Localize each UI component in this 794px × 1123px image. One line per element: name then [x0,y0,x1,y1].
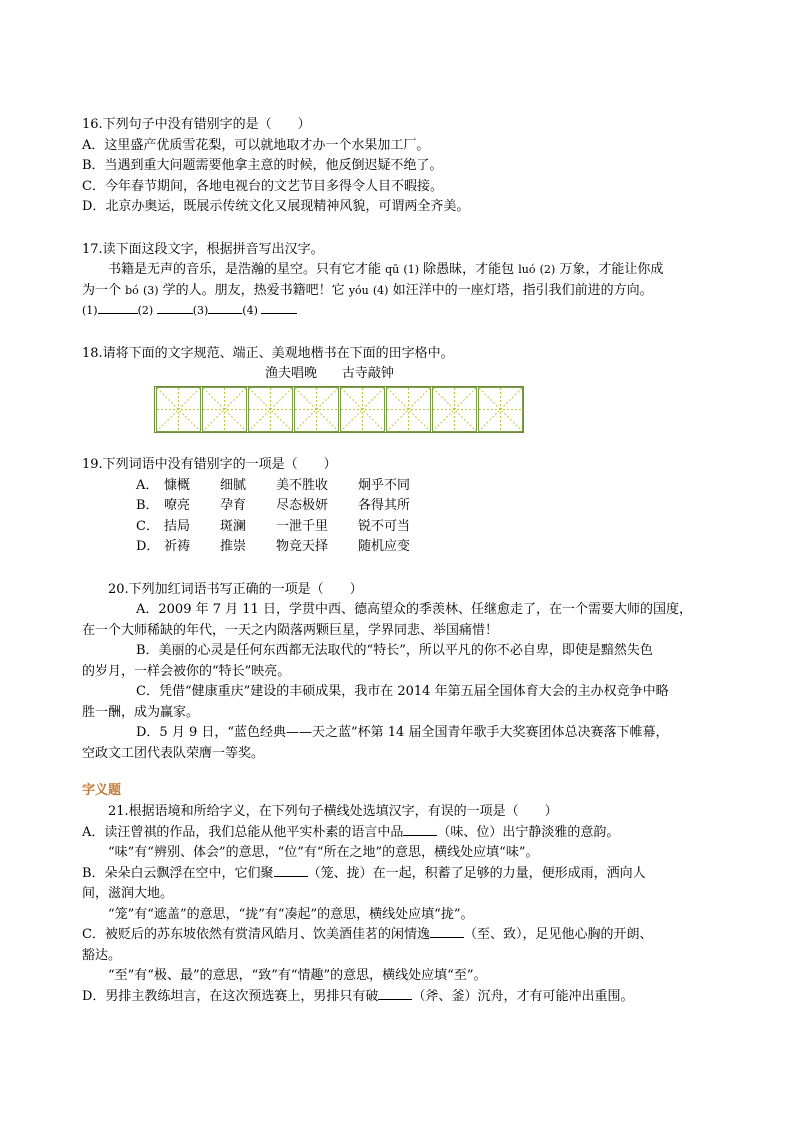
question-19 [82,455,722,558]
question-20 [82,580,722,765]
fill-blank-c[interactable] [430,925,464,938]
question-20-option-c-line-1: C．凭借“健康重庆”建设的丰硕成果，我市在 2014 年第五届全国体育大会的主办权竞争中略 [136,684,669,699]
question-20-option-d-line-1: D．5 月 9 日，“蓝色经典——天之蓝”杯第 14 届全国青年歌手大奖赛团体总决赛落下帷幕， [136,725,669,740]
fill-blank-d[interactable] [378,987,412,1000]
question-21 [82,802,722,1007]
question-16-option-c: C．今年春节期间，各地电视台的文艺节目多得令人目不暇接。 [82,178,443,194]
question-19-option-c: C． 拮局 斑澜 一泄千里 锐不可当 [136,518,411,534]
question-21-option-b-line-3: “笼”有“遮盖”的意思，“拢”有“凑起”的意思，横线处应填“拢”。 [108,906,474,922]
question-20-option-d-line-2: 空政文工团代表队荣膺一等奖。 [82,745,265,761]
question-20-option-b-line-1: B．美丽的心灵是任何东西都无法取代的“特长”，所以平凡的你不必自卑，即使是黯然失色 [136,643,653,658]
question-16-option-b: B．当遇到重大问题需要他拿主意的时候，他反倒迟疑不绝了。 [82,158,443,173]
question-21-option-c-line-1: C．被贬后的苏东坡依然有赏清风皓月、饮美酒佳茗的闲情逸 （至、致），足见他心胸的开朗、 [82,927,653,942]
question-21-option-d-line-1: D．男排主教练坦言，在这次预选赛上，男排只有破 （斧、釜）沉舟，才有可能冲出重围。 [82,988,634,1004]
question-18-stem: 18.请将下面的文字规范、端正、美观地楷书在下面的田字格中。 [82,345,454,361]
question-17-answer-line: (1) (2) (3) (4) [82,301,722,322]
question-21-option-a-line-2: “味”有“辨别、体会”的意思，“位”有“所在之地”的意思，横线处应填“味”。 [108,845,539,860]
question-17-passage-line-1: 书籍是无声的音乐，是浩瀚的星空。只有它才能 qū (1) 除愚昧，才能包 luó (2) 万象，才能让你成 [108,262,664,277]
question-16-option-d: D．北京办奥运，既展示传统文化又展现精神风貌，可谓两全齐美。 [82,199,470,214]
question-21-option-c-line-3: “至”有“极、最”的意思，“致”有“情趣”的意思，横线处应填“至”。 [108,968,487,983]
question-21-stem: 21.根据语境和所给字义，在下列句子横线处选填汉字，有误的一项是（ ） [108,804,558,819]
question-20-option-a-line-1: A．2009 年 7 月 11 日，学贯中西、德高望众的季羡林、任继愈走了，在一个需要大师的国度， [136,602,692,617]
question-17-stem: 17.读下面这段文字，根据拼音写出汉字。 [82,241,324,257]
tian-zi-cell[interactable] [340,387,385,432]
question-21-option-c-line-2: 豁达。 [82,947,122,963]
phrase-2: 古寺敲钟 [341,366,394,381]
tian-zi-cell[interactable] [478,387,523,432]
tian-zi-cell[interactable] [202,387,247,432]
pinyin-you: yóu [348,283,369,297]
question-16-stem: 16.下列句子中没有错别字的是（ ） [82,117,311,132]
tian-zi-guide-lines [295,388,338,431]
question-21-option-b-line-1: B．朵朵白云飘浮在空中，它们聚 （笼、拢）在一起，积蓄了足够的力量，便形成雨，洒向人 [82,865,646,881]
answer-blank-2[interactable] [157,301,193,314]
tian-zi-cell[interactable] [432,387,477,432]
tian-zi-guide-lines [479,388,522,431]
tian-zi-grid [154,386,524,433]
document-page [82,115,722,1007]
pinyin-qu: qū [385,263,400,276]
question-17 [82,240,722,322]
question-19-option-b: B． 嘹亮 孕育 尽态极妍 各得其所 [136,498,411,513]
tian-zi-guide-lines [203,388,246,431]
fill-blank-b[interactable] [274,864,308,877]
answer-blank-1[interactable] [98,301,138,314]
question-21-option-a-line-1: A．读汪曾祺的作品，我们总能从他平实朴素的语言中品 （味、位）出宁静淡雅的意韵。 [82,824,620,840]
question-18-phrases [82,364,722,384]
tian-zi-guide-lines [157,388,200,431]
answer-blank-3[interactable] [208,301,242,314]
question-20-option-b-line-2: 的岁月，一样会被你的“特长”映亮。 [82,663,291,679]
tian-zi-cell[interactable] [156,387,201,432]
pinyin-bo: bó [125,283,139,297]
fill-blank-a[interactable] [403,823,437,836]
question-19-option-d: D． 祈祷 推崇 物竞天择 随机应变 [136,539,411,554]
question-16 [82,115,722,218]
question-19-option-a: A． 慷概 细腻 美不胜收 炯乎不同 [136,477,411,493]
question-18 [82,344,722,434]
phrase-1: 渔夫唱晚 [265,366,318,381]
question-21-option-b-line-2: 间，滋润大地。 [82,886,174,901]
tian-zi-guide-lines [433,388,476,431]
question-20-stem: 20.下列加红词语书写正确的一项是（ ） [108,581,363,597]
question-17-passage-line-2: 为一个 bó (3) 学的人。朋友，热爱书籍吧！它 yóu (4) 如汪洋中的一座灯塔，指引我们前进的方向。 [82,282,653,298]
answer-blank-4[interactable] [261,301,297,314]
tian-zi-cell[interactable] [294,387,339,432]
tian-zi-guide-lines [341,388,384,431]
tian-zi-guide-lines [249,388,292,431]
section-title: 字义题 [82,783,122,798]
question-20-option-c-line-2: 胜一酬，成为赢家。 [82,704,200,720]
tian-zi-guide-lines [387,388,430,431]
question-16-option-a: A．这里盛产优质雪花梨，可以就地取才办一个水果加工厂。 [82,137,430,153]
pinyin-luo: luó [518,263,536,276]
question-20-option-a-line-2: 在一个大师稀缺的年代，一天之内陨落两颗巨星，学界同悲、举国痛惜！ [82,622,499,638]
tian-zi-cell[interactable] [386,387,431,432]
question-19-stem: 19.下列词语中没有错别字的一项是（ ） [82,457,337,472]
tian-zi-cell[interactable] [248,387,293,432]
